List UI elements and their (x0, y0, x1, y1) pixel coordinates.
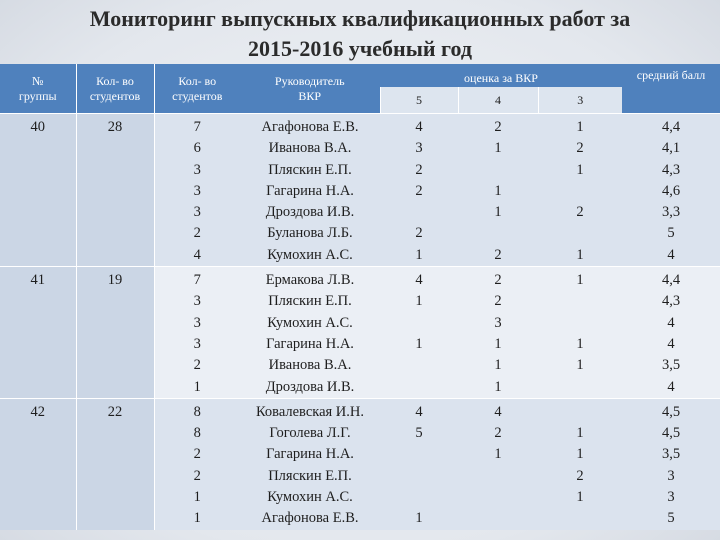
title-line-2: 2015-2016 учебный год (248, 36, 472, 61)
grade-4-list: 4 2 1 (458, 398, 538, 529)
group-number: 41 (0, 267, 76, 399)
grade-5-list: 4 3 2 2 2 1 (380, 114, 458, 267)
group-number: 42 (0, 398, 76, 529)
monitoring-table (0, 64, 720, 530)
average-list: 4,4 4,1 4,3 4,6 3,3 5 4 (622, 114, 720, 267)
grade-5-list: 4 1 1 (380, 267, 458, 399)
grade-3-list: 1 1 2 1 (538, 398, 622, 529)
header-students-count: Кол- во студентов (76, 64, 154, 114)
supervisor-list: Ковалевская И.Н. Гоголева Л.Г. Гагарина Н.А. Пляскин Е.П. Кумохин А.С. Агафонова Е.В. (240, 398, 380, 529)
students-count: 19 (76, 267, 154, 399)
table-row (0, 114, 720, 267)
average-list: 4,5 4,5 3,5 3 3 5 (622, 398, 720, 529)
header-grade-4: 4 (458, 87, 538, 113)
table-row (0, 267, 720, 399)
header-supervisor: Руководитель ВКР (240, 64, 380, 114)
header-group-number: № группы (0, 64, 76, 114)
students-per-supervisor: 7 3 3 3 2 1 (154, 267, 240, 399)
header-grade-5: 5 (380, 87, 458, 113)
students-count: 28 (76, 114, 154, 267)
average-list: 4,4 4,3 4 4 3,5 4 (622, 267, 720, 399)
supervisor-list: Ермакова Л.В. Пляскин Е.П. Кумохин А.С. Гагарина Н.А. Иванова В.А. Дроздова И.В. (240, 267, 380, 399)
group-number: 40 (0, 114, 76, 267)
grade-3-list: 1 2 1 2 1 (538, 114, 622, 267)
title-line-1: Мониторинг выпускных квалификационных работ за (89, 6, 631, 31)
students-per-supervisor: 7 6 3 3 3 2 4 (154, 114, 240, 267)
header-grade-3: 3 (538, 87, 622, 113)
header-students-count-2: Кол- во студентов (154, 64, 240, 114)
grade-4-list: 2 2 3 1 1 1 (458, 267, 538, 399)
table-row (0, 398, 720, 529)
page-title (0, 4, 720, 64)
grade-5-list: 4 5 1 (380, 398, 458, 529)
header-average: средний балл (622, 64, 720, 114)
supervisor-list: Агафонова Е.В. Иванова В.А. Пляскин Е.П. Гагарина Н.А. Дроздова И.В. Буланова Л.Б. Кумохин А.С. (240, 114, 380, 267)
students-per-supervisor: 8 8 2 2 1 1 (154, 398, 240, 529)
students-count: 22 (76, 398, 154, 529)
header-grade: оценка за ВКР (380, 64, 622, 87)
grade-4-list: 2 1 1 1 2 (458, 114, 538, 267)
grade-3-list: 1 1 1 (538, 267, 622, 399)
